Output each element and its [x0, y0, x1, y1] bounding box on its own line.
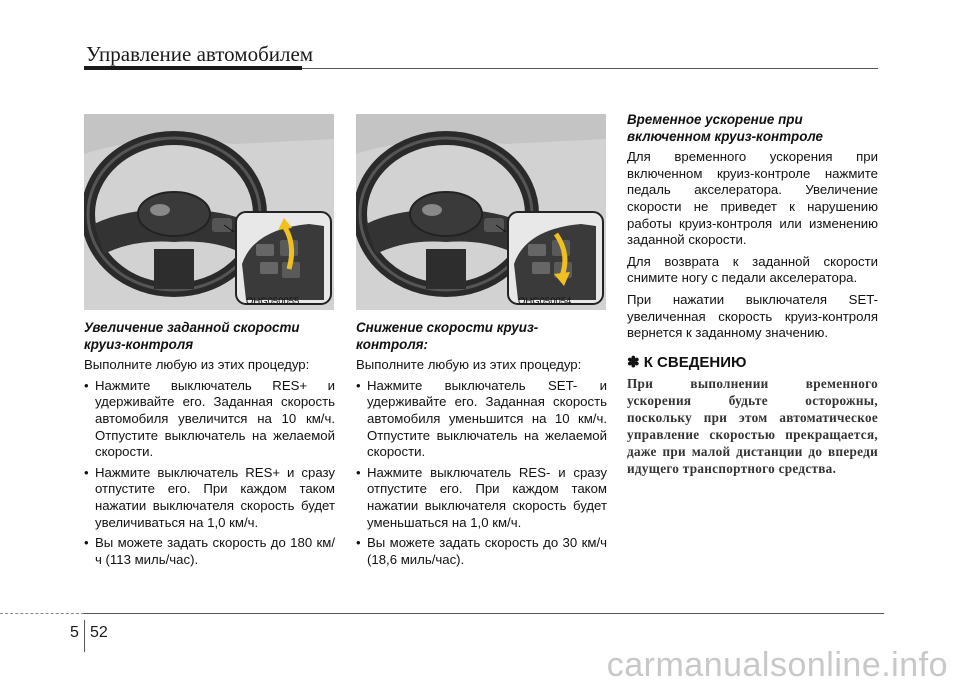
procedure-list [356, 378, 607, 569]
list-item: • Вы можете задать скорость до 180 км/ч (113 миль/час). [84, 535, 335, 568]
chapter-number: 5 [70, 624, 79, 641]
list-item: • Вы можете задать скорость до 30 км/ч (18,6 миль/час). [356, 535, 607, 568]
column-temporary-acceleration [627, 112, 878, 477]
header-rule-thick [84, 66, 302, 70]
intro-text: Выполните любую из этих процедур: [356, 357, 582, 373]
paragraph: Для временного ускорения при включенном круиз-контроле нажмите педаль акселератора. Увеличение скорости не приведет к нарушению работы круиз-контроля или изменению заданной скорости. [627, 149, 878, 248]
list-item: • Нажмите выключатель SET- и удерживайте его. Заданная скорость автомобиля уменьшится на 10 км/ч. Отпустите выключатель на желаемой скорости. [356, 378, 607, 461]
steering-wheel-figure-set-minus [356, 114, 606, 310]
footer-rule-dashed [0, 613, 84, 614]
subheading: Снижение скорости круиз-контроля: [356, 320, 539, 352]
notice-title: ✽ К СВЕДЕНИЮ [627, 353, 747, 371]
procedure-list [84, 378, 335, 569]
paragraph: При нажатии выключателя SET-увеличенная скорость круиз-контроля вернется к заданному значению. [627, 291, 878, 341]
notice-body: При выполнении временного ускорения будьте осторожны, поскольку при этом автоматическое управление скоростью прекращается, даже при малой дистанции до впереди идущего транспортного средства. [627, 376, 878, 477]
steering-wheel-figure-res-plus [84, 114, 334, 310]
footer-rule [84, 613, 884, 614]
subheading: Временное ускорение при включенном круиз-контроле [627, 112, 823, 144]
header-rule-thin [302, 68, 878, 69]
column-decrease-speed [356, 320, 607, 572]
subheading: Увеличение заданной скорости круиз-контроля [84, 320, 300, 352]
steering-wheel-illustration [356, 114, 606, 310]
paragraph: Для возврата к заданной скорости снимите ногу с педали акселератора. [627, 253, 878, 286]
figure-code: OHG050054 [518, 296, 572, 307]
footer-separator [84, 620, 85, 652]
column-increase-speed [84, 320, 335, 572]
page-number: 52 [90, 624, 108, 641]
section-title: Управление автомобилем [86, 42, 314, 66]
figure-code: OHG050055 [246, 296, 300, 307]
list-item: • Нажмите выключатель RES- и сразу отпустите его. При каждом таком нажатии выключателя скорость будет уменьшаться на 1,0 км/ч. [356, 465, 607, 531]
watermark[interactable]: carmanualsonline.info [606, 646, 948, 684]
list-item: • Нажмите выключатель RES+ и сразу отпустите его. При каждом таком нажатии выключателя скорость будет увеличиваться на 1,0 км/ч. [84, 465, 335, 531]
list-item: • Нажмите выключатель RES+ и удерживайте его. Заданная скорость автомобиля увеличится на 10 км/ч. Отпустите выключатель на желаемой скорости. [84, 378, 335, 461]
intro-text: Выполните любую из этих процедур: [84, 357, 310, 373]
steering-wheel-illustration [84, 114, 334, 310]
